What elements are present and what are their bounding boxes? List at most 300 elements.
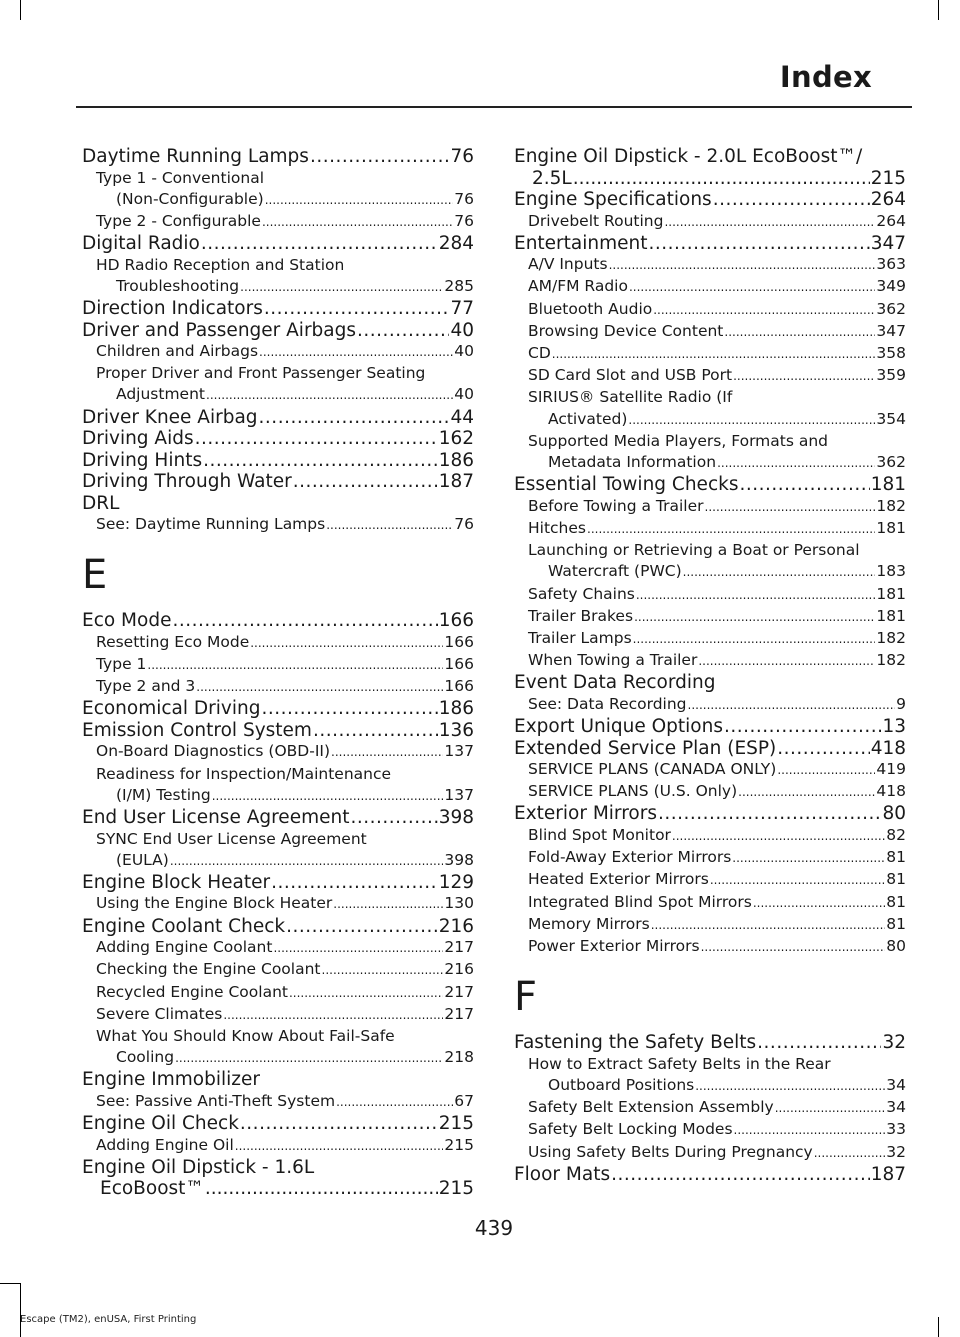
index-subentry[interactable] [514,276,906,298]
leader-dots [636,585,876,606]
leader-dots [310,146,450,168]
entry-label: Before Towing a Trailer [528,496,704,515]
entry-page-number: 40 [450,319,474,341]
index-subentry[interactable] [514,365,906,387]
index-subentry[interactable] [514,211,906,233]
entry-label: Driver Knee Airbag [82,406,258,428]
index-subentry[interactable] [82,189,474,211]
index-entry[interactable] [82,233,474,255]
leader-dots [357,320,449,342]
index-subentry[interactable] [514,869,906,891]
entry-page-number: 187 [870,1163,906,1185]
entry-page-number: 216 [444,960,474,979]
crop-mark-bottom-left-vertical [20,1283,21,1337]
entry-page-number: 419 [876,760,906,779]
leader-dots [313,720,438,742]
entry-label: Resetting Eco Mode [96,632,250,651]
leader-dots [212,786,444,807]
entry-label: Outboard Positions [548,1075,695,1094]
index-entry[interactable] [82,407,474,429]
entry-page-number: 137 [444,742,474,761]
entry-label: End User License Agreement [82,807,350,829]
entry-label: Driving Aids [82,428,194,450]
index-subentry[interactable] [82,676,474,698]
entry-label: Export Unique Options [514,716,723,738]
entry-page-number: 166 [444,655,474,674]
leader-dots [201,233,438,255]
leader-dots [738,782,875,803]
entry-label: Emission Control System [82,719,312,741]
leader-dots [701,937,886,958]
index-subentry[interactable] [82,1135,474,1157]
page-title: Index [779,60,872,94]
leader-dots [724,716,881,738]
leader-dots [611,1164,870,1186]
entry-label: Cooling [116,1048,175,1067]
leader-dots [264,298,450,320]
index-subentry[interactable] [514,321,906,343]
index-subentry[interactable] [514,650,906,672]
entry-label: Safety Belt Locking Modes [528,1120,733,1139]
index-heading: Event Data Recording [514,672,716,694]
index-subentry[interactable] [82,741,474,763]
leader-dots [753,893,885,914]
index-subentry[interactable] [514,1097,906,1119]
entry-page-number: 358 [876,344,906,363]
index-subentry[interactable] [514,759,906,781]
index-subentry[interactable] [82,1004,474,1026]
index-subentry[interactable] [82,1091,474,1113]
index-subentry: HD Radio Reception and Station [96,255,345,274]
entry-page-number: 183 [876,562,906,581]
index-subentry[interactable] [514,584,906,606]
entry-label: Extended Service Plan (ESP) [514,737,777,759]
entry-label: A/V Inputs [528,255,608,274]
entry-label: Fold-Away Exterior Mirrors [528,848,732,867]
entry-label: See: Data Recording [528,694,687,713]
index-subentry: SYNC End User License Agreement [96,829,367,848]
index-subentry[interactable] [514,628,906,650]
leader-dots [609,255,876,276]
entry-page-number: 217 [444,982,474,1001]
index-subentry[interactable] [514,914,906,936]
entry-page-number: 362 [876,299,906,318]
entry-page-number: 264 [876,211,906,230]
leader-dots [653,300,875,321]
leader-dots [757,1032,881,1054]
index-subentry[interactable] [514,254,906,276]
entry-label: EcoBoost™ [100,1178,204,1200]
index-subentry: How to Extract Safety Belts in the Rear [528,1054,831,1073]
index-subentry[interactable] [514,1075,906,1097]
index-entry[interactable] [514,189,906,211]
entry-page-number: 81 [886,848,906,867]
entry-label: Adding Engine Oil [96,1135,234,1154]
entry-page-number: 354 [876,409,906,428]
leader-dots [261,698,437,720]
entry-page-number: 215 [438,1178,474,1200]
entry-label: Troubleshooting [116,276,240,295]
index-subentry[interactable] [82,341,474,363]
entry-label: Entertainment [514,232,648,254]
index-subentry[interactable] [82,654,474,676]
entry-page-number: 9 [896,694,906,713]
entry-page-number: 218 [444,1048,474,1067]
entry-label: Browsing Device Content [528,321,724,340]
entry-label: Trailer Brakes [528,606,634,625]
entry-page-number: 34 [886,1098,906,1117]
entry-page-number: 182 [876,628,906,647]
index-subentry: Proper Driver and Front Passenger Seating [96,364,426,383]
leader-dots [286,916,438,938]
entry-label: Floor Mats [514,1163,611,1185]
index-subentry[interactable] [514,496,906,518]
entry-page-number: 217 [444,1004,474,1023]
entry-label: Using Safety Belts During Pregnancy [528,1142,813,1161]
entry-label: Integrated Blind Spot Mirrors [528,892,752,911]
entry-page-number: 40 [454,385,474,404]
leader-dots [634,607,875,628]
entry-page-number: 285 [444,276,474,295]
entry-label: Heated Exterior Mirrors [528,870,709,889]
leader-dots [289,983,443,1004]
entry-page-number: 166 [444,632,474,651]
index-subentry[interactable] [82,1047,474,1069]
entry-page-number: 215 [438,1113,474,1135]
entry-page-number: 187 [438,471,474,493]
index-subentry[interactable] [514,452,906,474]
entry-page-number: 186 [438,698,474,720]
index-entry[interactable] [514,1164,906,1186]
entry-page-number: 40 [454,342,474,361]
index-entry[interactable] [514,168,906,190]
entry-label: Engine Block Heater [82,871,271,893]
leader-dots [147,655,443,676]
entry-page-number: 76 [454,211,474,230]
entry-page-number: 181 [876,518,906,537]
index-subentry[interactable] [82,276,474,298]
entry-label: Hitches [528,518,586,537]
index-subentry[interactable] [514,409,906,431]
leader-dots [658,803,881,825]
entry-page-number: 418 [870,737,906,759]
entry-page-number: 80 [882,803,906,825]
entry-label: Exterior Mirrors [514,803,657,825]
index-entry[interactable] [514,1032,906,1054]
leader-dots [777,760,875,781]
entry-page-number: 136 [438,719,474,741]
leader-dots [705,497,876,518]
entry-label: Engine Oil Check [82,1113,239,1135]
leader-dots [172,610,437,632]
entry-page-number: 186 [438,449,474,471]
entry-label: Watercraft (PWC) [548,562,682,581]
index-subentry: Type 1 - Conventional [96,168,264,187]
leader-dots [223,1005,443,1026]
leader-dots [724,322,875,343]
leader-dots [262,212,453,233]
index-subentry[interactable] [514,1142,906,1164]
entry-page-number: 362 [876,453,906,472]
index-entry[interactable] [82,610,474,632]
entry-label: Type 2 - Configurable [96,211,261,230]
index-subentry[interactable] [82,959,474,981]
leader-dots [336,1092,453,1113]
leader-dots [170,851,444,872]
entry-label: Economical Driving [82,698,261,720]
entry-page-number: 347 [870,232,906,254]
leader-dots [293,471,438,493]
entry-page-number: 67 [454,1091,474,1110]
entry-label: Checking the Engine Coolant [96,960,321,979]
leader-dots [206,385,453,406]
entry-label: SD Card Slot and USB Port [528,366,733,385]
leader-dots [235,1136,444,1157]
leader-dots [629,277,875,298]
index-entry[interactable] [82,807,474,829]
entry-label: Type 1 [96,655,147,674]
leader-dots [552,344,876,365]
leader-dots [717,453,875,474]
entry-label: Bluetooth Audio [528,299,653,318]
entry-page-number: 80 [886,936,906,955]
index-subentry[interactable] [514,847,906,869]
index-entry[interactable] [82,1113,474,1135]
entry-page-number: 162 [438,428,474,450]
index-entry[interactable] [82,450,474,472]
leader-dots [710,870,885,891]
index-subentry: Launching or Retrieving a Boat or Personal [528,541,860,560]
entry-page-number: 32 [886,1142,906,1161]
index-subentry[interactable] [514,892,906,914]
index-subentry[interactable] [514,299,906,321]
leader-dots [175,1048,443,1069]
index-entry[interactable] [82,471,474,493]
entry-page-number: 398 [444,850,474,869]
index-column-right [514,146,906,1185]
leader-dots [713,189,870,211]
index-subentry[interactable] [82,937,474,959]
leader-dots [271,872,438,894]
entry-page-number: 182 [876,651,906,670]
entry-label: SERVICE PLANS (CANADA ONLY) [528,760,777,779]
leader-dots [273,938,443,959]
entry-page-number: 398 [438,807,474,829]
leader-dots [195,428,438,450]
entry-page-number: 33 [886,1120,906,1139]
entry-label: Driving Through Water [82,471,292,493]
index-subentry[interactable] [514,1119,906,1141]
leader-dots [734,1120,886,1141]
entry-label: Using the Engine Block Heater [96,894,333,913]
entry-page-number: 166 [444,677,474,696]
entry-label: On-Board Diagnostics (OBD-II) [96,742,331,761]
entry-page-number: 215 [870,167,906,189]
index-entry[interactable] [514,738,906,760]
entry-label: Children and Airbags [96,342,259,361]
index-subentry[interactable] [82,211,474,233]
leader-dots [573,168,870,190]
entry-label: Metadata Information [548,453,717,472]
entry-page-number: 181 [870,474,906,496]
index-entry[interactable] [82,298,474,320]
leader-dots [775,1098,886,1119]
page-number: 439 [474,1216,514,1240]
entry-label: Fastening the Safety Belts [514,1032,757,1054]
entry-label: Adding Engine Coolant [96,938,273,957]
entry-label: Drivebelt Routing [528,211,664,230]
header-divider [76,106,912,108]
crop-mark-top-left-vertical [20,0,21,20]
entry-page-number: 182 [876,496,906,515]
index-subentry[interactable] [82,785,474,807]
entry-label: Power Exterior Mirrors [528,936,700,955]
entry-page-number: 82 [886,825,906,844]
entry-label: Eco Mode [82,610,172,632]
leader-dots [265,190,454,211]
edition-footer: Escape (TM2), enUSA, First Printing [20,1314,197,1325]
entry-label: (Non-Configurable) [116,189,264,208]
index-subentry[interactable] [514,606,906,628]
index-entry[interactable] [514,803,906,825]
index-entry[interactable] [82,146,474,168]
index-subentry[interactable] [82,982,474,1004]
entry-page-number: 363 [876,255,906,274]
entry-label: (EULA) [116,850,169,869]
entry-page-number: 77 [450,298,474,320]
entry-label: When Towing a Trailer [528,651,698,670]
index-subentry[interactable] [514,694,906,716]
entry-label: AM/FM Radio [528,277,628,296]
leader-dots [633,629,876,650]
leader-dots [326,515,453,536]
index-subentry[interactable] [82,514,474,536]
leader-dots [259,342,453,363]
entry-label: Adjustment [116,385,205,404]
index-heading: Engine Oil Dipstick - 2.0L EcoBoost™/ [514,146,863,167]
index-entry[interactable] [82,872,474,894]
index-entry[interactable] [82,320,474,342]
index-entry[interactable] [82,1178,474,1200]
entry-page-number: 13 [882,716,906,738]
leader-dots [259,407,450,429]
index-subentry: Supported Media Players, Formats and [528,431,829,450]
index-entry[interactable] [514,233,906,255]
entry-page-number: 76 [454,189,474,208]
index-subentry[interactable] [514,936,906,958]
index-subentry[interactable] [514,518,906,540]
entry-label: See: Passive Anti-Theft System [96,1091,336,1110]
entry-page-number: 32 [882,1032,906,1054]
index-subentry[interactable] [82,384,474,406]
leader-dots [331,742,443,763]
entry-page-number: 284 [438,233,474,255]
index-subentry[interactable] [514,343,906,365]
entry-page-number: 130 [444,894,474,913]
index-entry[interactable] [514,474,906,496]
entry-page-number: 137 [444,785,474,804]
entry-page-number: 216 [438,915,474,937]
index-subentry[interactable] [82,893,474,915]
leader-dots [240,1113,438,1135]
index-subentry[interactable] [514,781,906,803]
entry-page-number: 129 [438,871,474,893]
index-subentry[interactable] [82,632,474,654]
leader-dots [196,677,443,698]
index-subentry[interactable] [514,561,906,583]
crop-mark-top-right-vertical [938,0,939,20]
crop-mark-bottom-right-vertical [938,1317,939,1337]
entry-label: Direction Indicators [82,298,263,320]
leader-dots [688,695,896,716]
index-entry[interactable] [82,916,474,938]
entry-label: Essential Towing Checks [514,474,739,496]
entry-label: Blind Spot Monitor [528,825,671,844]
crop-mark-bottom-left-horizontal [0,1283,20,1284]
index-subentry[interactable] [514,825,906,847]
entry-page-number: 181 [876,584,906,603]
index-entry[interactable] [514,716,906,738]
index-entry[interactable] [82,720,474,742]
entry-page-number: 181 [876,606,906,625]
entry-label: SERVICE PLANS (U.S. Only) [528,782,738,801]
index-entry[interactable] [82,428,474,450]
entry-label: Engine Coolant Check [82,915,286,937]
entry-label: Recycled Engine Coolant [96,982,288,1001]
leader-dots [777,738,869,760]
leader-dots [733,366,875,387]
entry-label: Memory Mirrors [528,914,650,933]
leader-dots [695,1076,885,1097]
leader-dots [683,562,876,583]
entry-label: 2.5L [532,167,572,189]
index-heading: Engine Immobilizer [82,1069,260,1091]
entry-label: Trailer Lamps [528,628,632,647]
index-subentry: What You Should Know About Fail-Safe [96,1026,395,1045]
entry-page-number: 217 [444,938,474,957]
index-entry[interactable] [82,698,474,720]
entry-page-number: 215 [444,1135,474,1154]
leader-dots [732,848,885,869]
entry-label: Safety Belt Extension Assembly [528,1098,774,1117]
index-subentry[interactable] [82,850,474,872]
leader-dots [698,651,875,672]
leader-dots [322,960,444,981]
entry-page-number: 166 [438,610,474,632]
leader-dots [333,894,443,915]
section-letter: E [82,552,108,599]
leader-dots [240,277,443,298]
entry-label: Driver and Passenger Airbags [82,319,357,341]
entry-page-number: 81 [886,892,906,911]
entry-label: Type 2 and 3 [96,677,196,696]
leader-dots [205,1178,438,1200]
leader-dots [814,1143,886,1164]
entry-label: Engine Specifications [514,189,712,210]
entry-page-number: 44 [450,406,474,428]
entry-label: CD [528,344,551,363]
entry-page-number: 359 [876,366,906,385]
leader-dots [664,212,875,233]
leader-dots [587,519,875,540]
index-column-left [82,146,474,1200]
leader-dots [649,233,870,255]
entry-label: Driving Hints [82,449,203,471]
entry-label: Severe Climates [96,1004,223,1023]
leader-dots [672,826,885,847]
entry-page-number: 76 [454,515,474,534]
section-letter: F [514,974,538,1021]
